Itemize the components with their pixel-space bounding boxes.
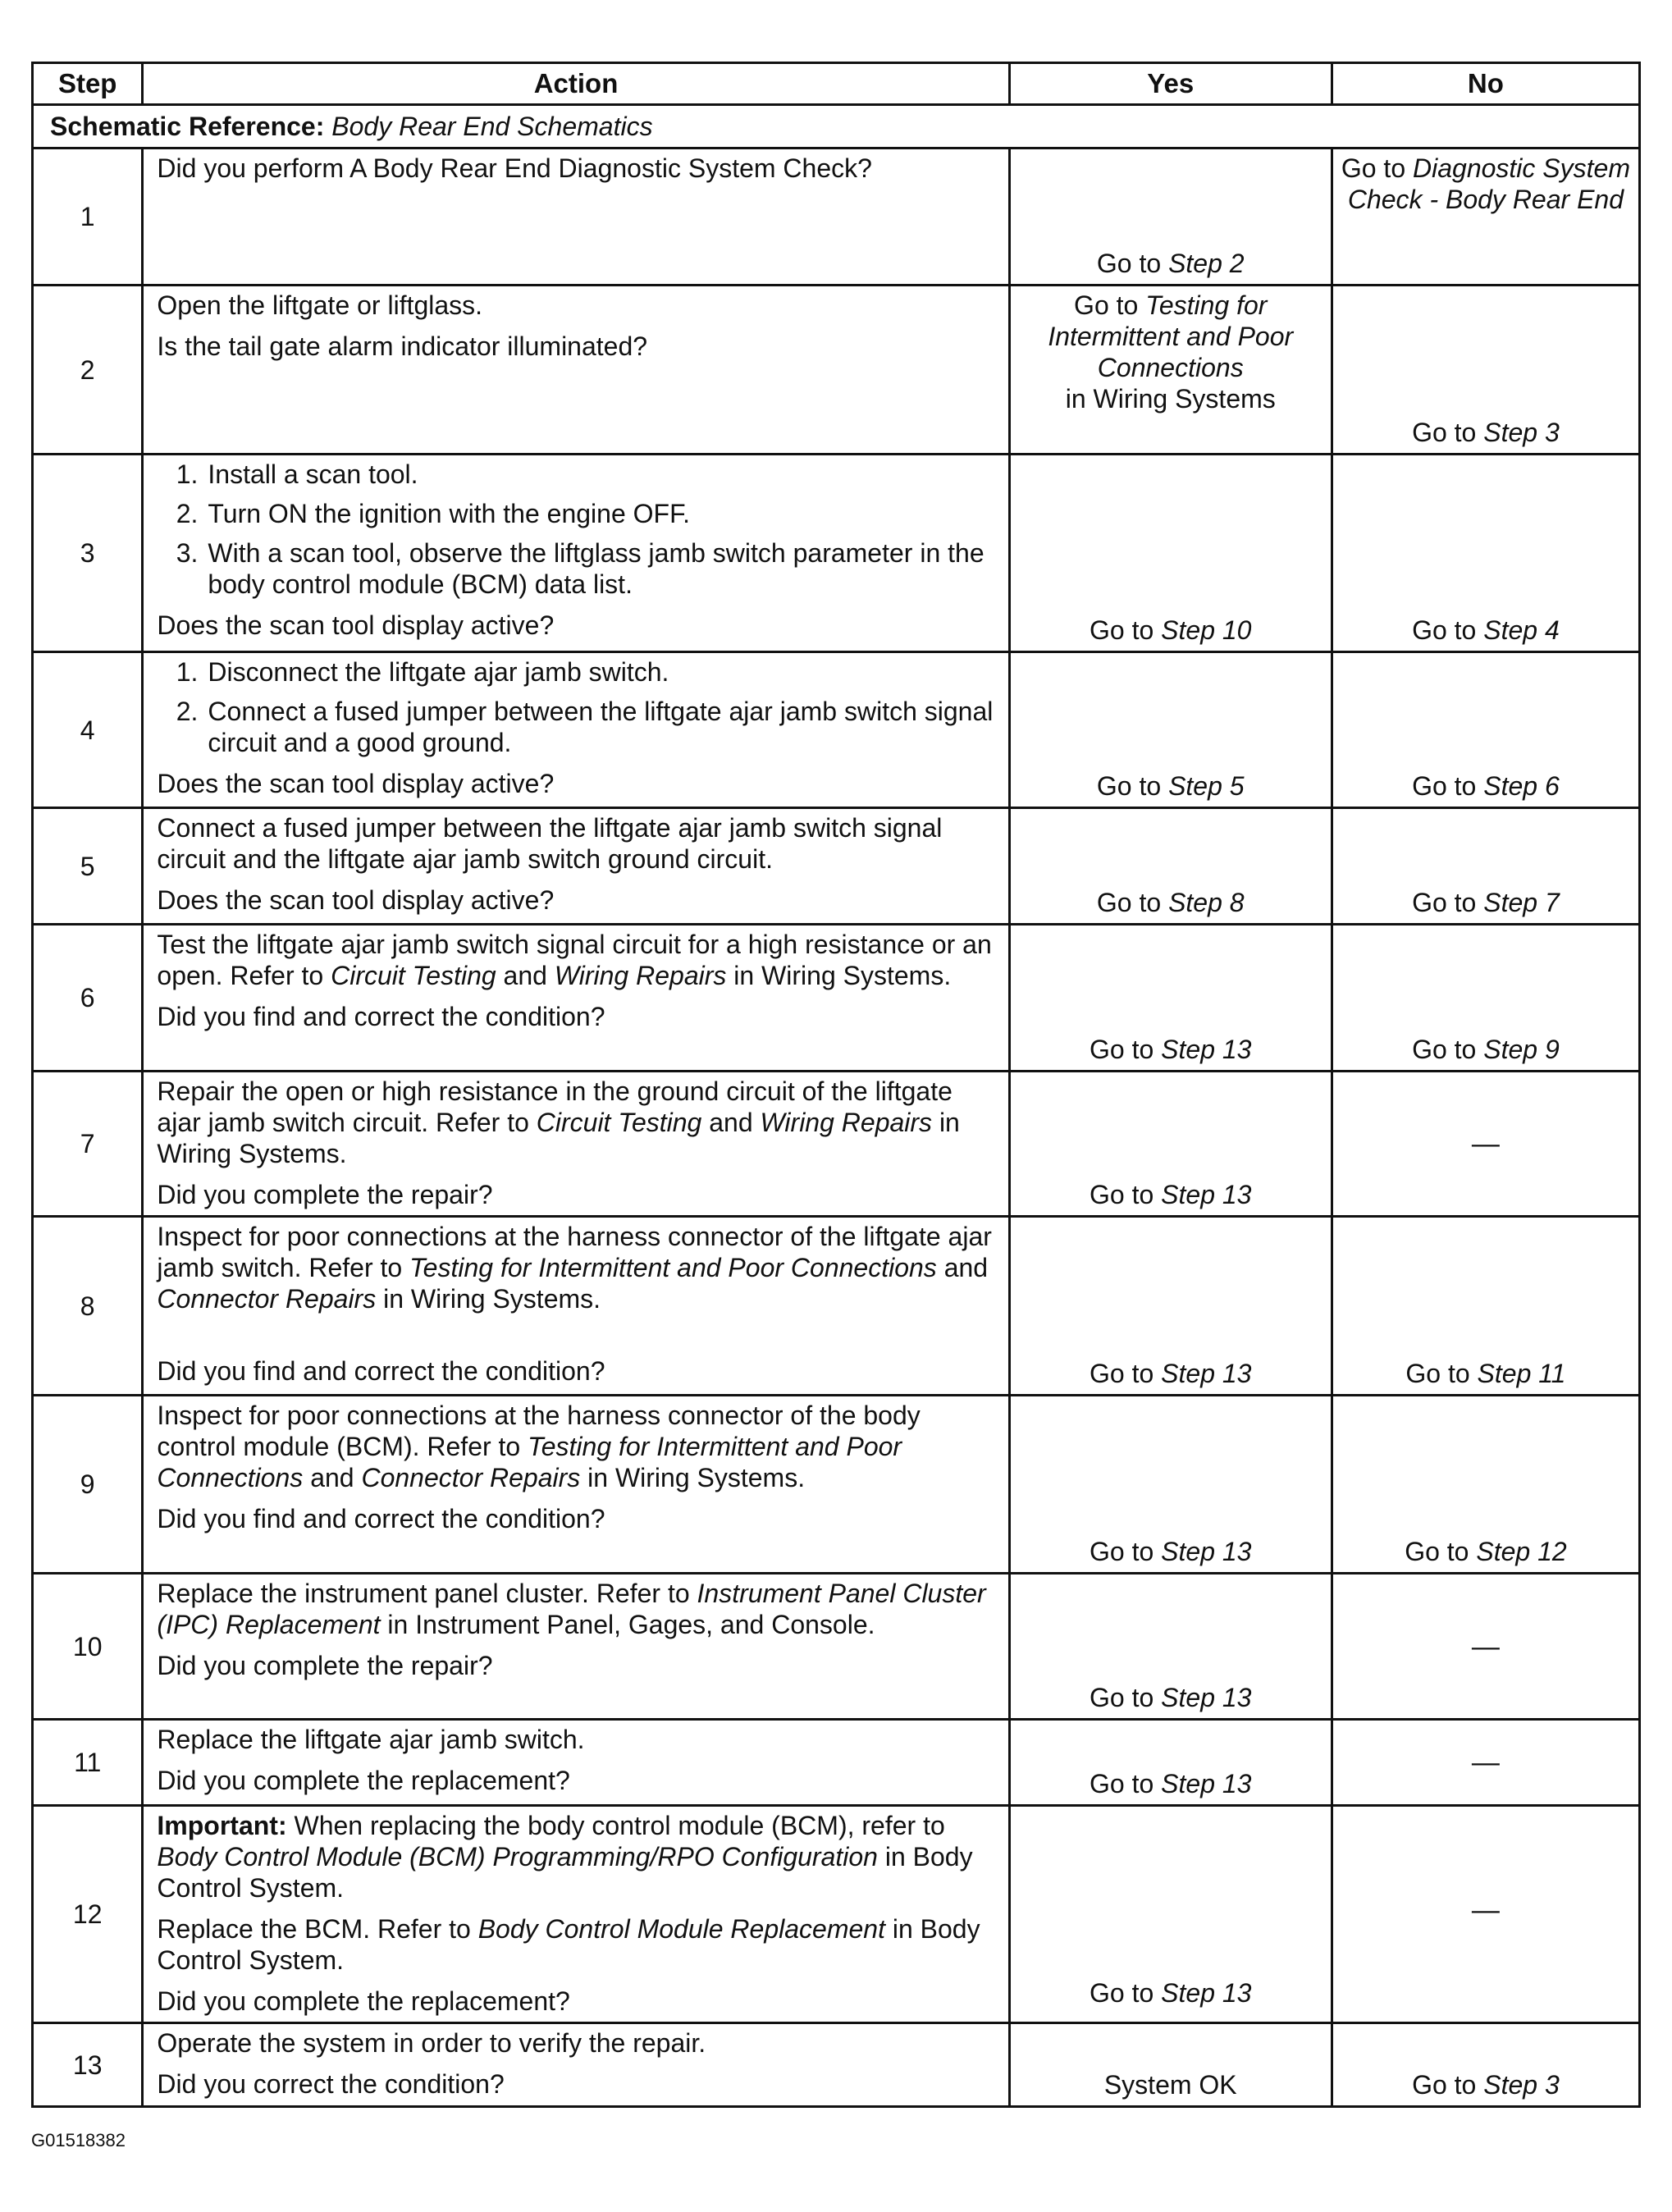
yes-cell: [1009, 1072, 1332, 1217]
table-row: [33, 1720, 1640, 1806]
table-row: [33, 2023, 1640, 2107]
action-text: Repair the open or high resistance in the ground circuit of the liftgate ajar jamb switch circuit. Refer to Circuit Testing and Wiring Repairs in Wiring Systems.: [157, 1076, 960, 1168]
action-cell: [143, 808, 1009, 925]
step-number: 9: [33, 1396, 143, 1574]
yes-cell: [1009, 808, 1332, 925]
table-row: [33, 149, 1640, 286]
step-number: 11: [33, 1720, 143, 1806]
yes-outcome: Go to Testing for Intermittent and Poor Connections in Wiring Systems: [1048, 290, 1294, 414]
action-cell: [143, 1396, 1009, 1574]
question-text: Did you complete the repair?: [157, 1651, 493, 1680]
action-cell: [143, 1574, 1009, 1720]
schematic-label: Schematic Reference:: [50, 112, 325, 141]
list-item: 2. Turn ON the ignition with the engine OFF.: [176, 499, 690, 528]
yes-cell: [1009, 1574, 1332, 1720]
step-number: 10: [33, 1574, 143, 1720]
question-text: Did you find and correct the condition?: [157, 1504, 605, 1533]
table-row: [33, 1217, 1640, 1396]
step-number: 13: [33, 2023, 143, 2107]
step-number: 4: [33, 652, 143, 808]
no-cell: [1332, 652, 1639, 808]
no-outcome: Go to Step 4: [1412, 615, 1560, 645]
no-outcome: Go to Diagnostic System Check - Body Rear End: [1341, 153, 1630, 214]
step-number: 8: [33, 1217, 143, 1396]
action-cell: [143, 1806, 1009, 2023]
list-item: 3. With a scan tool, observe the liftglass jamb switch parameter in the body control module (BCM) data list.: [176, 538, 984, 599]
step-number: 7: [33, 1072, 143, 1217]
no-outcome-dash: —: [1471, 1630, 1500, 1662]
yes-outcome: Go to Step 13: [1090, 1035, 1252, 1064]
yes-cell: [1009, 1217, 1332, 1396]
no-cell: [1332, 455, 1639, 652]
question-text: Did you correct the condition?: [157, 2069, 505, 2099]
yes-cell: [1009, 1720, 1332, 1806]
instruction-list: [157, 459, 994, 600]
step-number: 3: [33, 455, 143, 652]
action-text: Replace the instrument panel cluster. Refer to Instrument Panel Cluster (IPC) Replacement in Instrument Panel, Gages, and Console.: [157, 1579, 986, 1639]
schematic-row: [33, 105, 1640, 149]
no-cell: [1332, 1396, 1639, 1574]
no-cell: [1332, 925, 1639, 1072]
yes-cell: [1009, 652, 1332, 808]
header-row: [33, 63, 1640, 105]
no-outcome: Go to Step 3: [1412, 418, 1560, 447]
yes-outcome: Go to Step 13: [1090, 1180, 1252, 1209]
action-text: Replace the liftgate ajar jamb switch.: [157, 1725, 585, 1754]
action-text: Replace the BCM. Refer to Body Control Module Replacement in Body Control System.: [157, 1914, 980, 1975]
important-note: Important: When replacing the body control module (BCM), refer to Body Control Module (BCM) Programming/RPO Configuration in Body Control System.: [157, 1811, 973, 1903]
step-number: 2: [33, 286, 143, 455]
no-cell: [1332, 1217, 1639, 1396]
action-text: Inspect for poor connections at the harness connector of the body control module (BCM). Refer to Testing for Intermittent and Poor Connections and Connector Repairs in Wiring Systems.: [157, 1401, 921, 1492]
step-number: 12: [33, 1806, 143, 2023]
action-cell: [143, 286, 1009, 455]
table-row: [33, 1806, 1640, 2023]
no-cell: [1332, 2023, 1639, 2107]
table-row: [33, 1396, 1640, 1574]
no-cell: [1332, 149, 1639, 286]
header-no: No: [1332, 63, 1639, 105]
question-text: Did you complete the replacement?: [157, 1766, 570, 1795]
yes-outcome: Go to Step 2: [1096, 249, 1245, 278]
action-cell: [143, 149, 1009, 286]
instruction-list: [157, 656, 994, 758]
action-text: Inspect for poor connections at the harness connector of the liftgate ajar jamb switch. Refer to Testing for Intermittent and Poor Connections and Connector Repairs in Wiring Systems.: [157, 1222, 992, 1314]
yes-cell: [1009, 1806, 1332, 2023]
list-item: 2. Connect a fused jumper between the liftgate ajar jamb switch signal circuit and a good ground.: [176, 697, 994, 757]
yes-cell: [1009, 149, 1332, 286]
action-cell: [143, 1217, 1009, 1396]
question-text: Does the scan tool display active?: [157, 885, 555, 915]
table-row: [33, 286, 1640, 455]
table-row: [33, 808, 1640, 925]
no-cell: [1332, 1574, 1639, 1720]
step-number: 5: [33, 808, 143, 925]
action-text: Test the liftgate ajar jamb switch signal circuit for a high resistance or an open. Refer to Circuit Testing and Wiring Repairs in Wiring Systems.: [157, 930, 992, 990]
yes-outcome: Go to Step 13: [1090, 1683, 1252, 1712]
question-text: Is the tail gate alarm indicator illuminated?: [157, 331, 648, 361]
no-cell: [1332, 286, 1639, 455]
no-outcome: Go to Step 7: [1412, 888, 1560, 917]
action-cell: [143, 652, 1009, 808]
header-yes: Yes: [1009, 63, 1332, 105]
yes-outcome: System OK: [1103, 2070, 1237, 2100]
table-row: [33, 925, 1640, 1072]
yes-cell: [1009, 1396, 1332, 1574]
table-row: [33, 1072, 1640, 1217]
step-number: 1: [33, 149, 143, 286]
no-outcome: Go to Step 12: [1405, 1537, 1567, 1566]
step-number: 6: [33, 925, 143, 1072]
action-text: Operate the system in order to verify the repair.: [157, 2028, 706, 2058]
action-cell: [143, 2023, 1009, 2107]
no-cell: [1332, 1072, 1639, 1217]
no-outcome: Go to Step 3: [1412, 2070, 1560, 2100]
question-text: Did you complete the repair?: [157, 1180, 493, 1209]
header-action: Action: [143, 63, 1009, 105]
schematic-reference: [33, 105, 1640, 149]
no-outcome: Go to Step 9: [1412, 1035, 1560, 1064]
no-outcome-dash: —: [1471, 1747, 1500, 1778]
action-text: Connect a fused jumper between the liftgate ajar jamb switch signal circuit and the liftgate ajar jamb switch ground circuit.: [157, 813, 943, 874]
no-outcome: Go to Step 11: [1405, 1359, 1566, 1388]
table-row: [33, 455, 1640, 652]
yes-cell: [1009, 2023, 1332, 2107]
yes-cell: [1009, 286, 1332, 455]
action-cell: [143, 1072, 1009, 1217]
no-cell: [1332, 808, 1639, 925]
yes-outcome: Go to Step 13: [1090, 1978, 1252, 2008]
yes-outcome: Go to Step 10: [1090, 615, 1252, 645]
question-text: Did you perform A Body Rear End Diagnostic System Check?: [157, 153, 872, 183]
figure-id: G01518382: [31, 2130, 126, 2150]
question-text: Did you find and correct the condition?: [157, 1356, 605, 1386]
table-row: [33, 652, 1640, 808]
yes-cell: [1009, 925, 1332, 1072]
table-row: [33, 1574, 1640, 1720]
no-cell: [1332, 1720, 1639, 1806]
yes-outcome: Go to Step 8: [1096, 888, 1245, 917]
question-text: Does the scan tool display active?: [157, 769, 555, 798]
no-outcome-dash: —: [1471, 1128, 1500, 1159]
action-cell: [143, 925, 1009, 1072]
diagnostic-table: [31, 62, 1641, 2108]
yes-outcome: Go to Step 13: [1090, 1359, 1252, 1388]
question-text: Did you find and correct the condition?: [157, 1002, 605, 1031]
list-item: 1. Disconnect the liftgate ajar jamb switch.: [176, 657, 669, 687]
no-outcome-dash: —: [1471, 1894, 1500, 1926]
no-cell: [1332, 1806, 1639, 2023]
yes-outcome: Go to Step 5: [1096, 771, 1245, 801]
yes-cell: [1009, 455, 1332, 652]
action-cell: [143, 1720, 1009, 1806]
list-item: 1. Install a scan tool.: [176, 459, 418, 489]
action-text: Open the liftgate or liftglass.: [157, 290, 483, 320]
yes-outcome: Go to Step 13: [1090, 1537, 1252, 1566]
schematic-ref: Body Rear End Schematics: [331, 112, 653, 141]
action-cell: [143, 455, 1009, 652]
yes-outcome: Go to Step 13: [1090, 1769, 1252, 1798]
question-text: Did you complete the replacement?: [157, 1986, 570, 2016]
question-text: Does the scan tool display active?: [157, 610, 555, 640]
no-outcome: Go to Step 6: [1412, 771, 1560, 801]
header-step: Step: [33, 63, 143, 105]
